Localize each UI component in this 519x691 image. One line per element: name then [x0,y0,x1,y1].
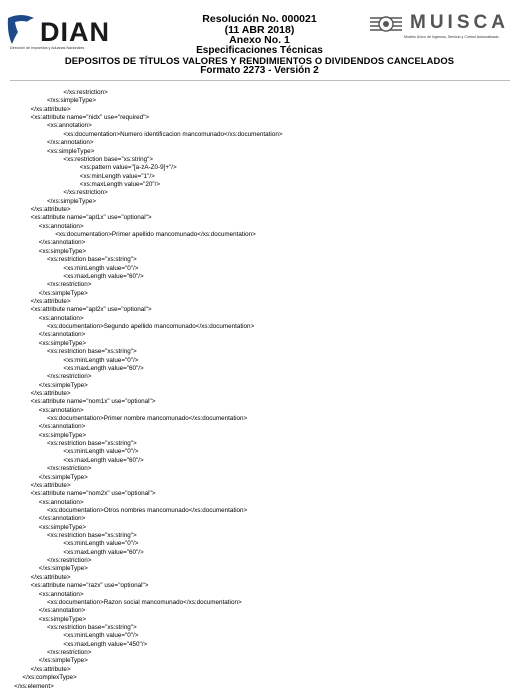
code-line: <xs:annotation> [47,122,92,130]
annex-title: Anexo No. 1 [229,34,290,46]
code-line: <xs:attribute name="apl2x" use="optional"> [30,306,152,314]
code-line: </xs:attribute> [30,665,71,673]
code-line: </xs:restriction> [47,373,92,381]
dian-logo-text: DIAN [40,17,110,47]
code-line: </xs:attribute> [30,206,71,214]
code-line: </xs:restriction> [47,465,92,473]
code-line: </xs:simpleType> [38,473,88,481]
code-line: </xs:annotation> [38,515,86,523]
code-line: <xs:simpleType> [47,147,95,155]
code-line: <xs:annotation> [38,222,84,230]
code-line: <xs:restriction base="xs:string"> [47,348,137,356]
muisca-logo-text: MUISCA [410,12,509,33]
code-line: <xs:attribute name="nidx" use="required"> [30,114,150,122]
code-line: <xs:documentation>Segundo apellido mancomunado</xs:documentation> [47,323,255,331]
specs-title: Especificaciones Técnicas [196,45,323,56]
code-line: <xs:annotation> [38,590,84,598]
code-line: <xs:restriction base="xs:string"> [63,155,154,163]
code-line: <xs:minLength value="0"/> [63,540,139,548]
code-line: <xs:minLength value="0"/> [63,264,139,272]
code-line: <xs:minLength value="0"/> [63,632,139,640]
code-line: </xs:attribute> [30,573,71,581]
code-line: <xs:restriction base="xs:string"> [47,440,137,448]
resolution-number: Resolución No. 000021 [202,13,317,25]
code-line: <xs:maxLength value="60"/> [63,456,144,464]
code-line: <xs:maxLength value="450"/> [63,640,148,648]
code-line: <xs:attribute name="nom2x" use="optional"> [30,490,156,498]
code-line: <xs:simpleType> [38,431,87,439]
code-line: <xs:documentation>Primer apellido mancomunado</xs:documentation> [55,231,256,239]
resolution-date: (11 ABR 2018) [224,24,295,36]
code-line: </xs:restriction> [63,189,108,197]
code-line: </xs:element> [14,682,54,690]
code-line: </xs:annotation> [38,423,86,431]
code-line: </xs:simpleType> [38,289,88,297]
code-line: </xs:attribute> [30,481,71,489]
code-line: </xs:complexType> [22,674,77,682]
code-line: </xs:attribute> [30,389,71,397]
code-line: </xs:restriction> [47,557,92,565]
code-line: <xs:maxLength value="60"/> [63,364,144,372]
code-line: <xs:minLength value="0"/> [63,356,139,364]
code-line: </xs:restriction> [47,649,92,657]
code-line: </xs:simpleType> [38,657,88,665]
code-line: </xs:attribute> [30,105,71,113]
code-line: </xs:attribute> [30,297,71,305]
code-line: <xs:attribute name="apl1x" use="optional"> [30,214,152,222]
code-line: <xs:maxLength value="60"/> [63,272,144,280]
code-line: <xs:documentation>Numero identificacion mancomunado</xs:documentation> [63,130,283,138]
code-line: </xs:simpleType> [38,565,88,573]
code-line: </xs:annotation> [47,139,94,147]
code-line: <xs:annotation> [38,406,84,414]
code-line: </xs:annotation> [38,607,86,615]
document-subject: DEPOSITOS DE TÍTULOS VALORES Y RENDIMIENTOS O DIVIDENDOS CANCELADOS [64,55,455,66]
code-line: </xs:simpleType> [47,97,96,105]
code-line: </xs:restriction> [47,281,92,289]
code-line: <xs:simpleType> [38,339,87,347]
code-line: <xs:simpleType> [38,615,87,623]
code-line: <xs:restriction base="xs:string"> [47,256,137,264]
code-line: </xs:restriction> [63,89,108,96]
xml-schema-code [0,89,519,691]
muisca-logo-tagline: Modelo Único de Ingresos, Servicio y Control Automatizado [404,35,499,39]
code-line: </xs:annotation> [38,239,86,247]
format-version: Formato 2273 - Versión 2 [200,65,319,76]
code-line: <xs:simpleType> [38,523,87,531]
code-line: <xs:annotation> [38,314,84,322]
header-divider [10,80,510,81]
code-line: <xs:maxLength value="60"/> [63,548,144,556]
code-line: <xs:documentation>Primer nombre mancomunado</xs:documentation> [47,415,248,423]
code-line: <xs:attribute name="nom1x" use="optional"> [30,398,156,406]
code-line: <xs:pattern value="[a-zA-Z0-9]+"/> [79,164,177,172]
dian-logo-tagline: Dirección de Impuestos y Aduanas Nacionales [10,46,85,50]
code-line: <xs:attribute name="razx" use="optional"> [30,582,149,590]
code-line: <xs:annotation> [38,498,84,506]
code-line: <xs:maxLength value="20"/> [79,180,161,188]
code-line: <xs:restriction base="xs:string"> [47,624,137,631]
code-line: <xs:documentation>Otros nombres mancomunado</xs:documentation> [47,506,248,514]
code-line: </xs:simpleType> [47,197,96,205]
code-line: </xs:annotation> [38,331,86,339]
document-header [0,0,519,80]
code-line: <xs:minLength value="0"/> [63,448,139,456]
code-line: <xs:documentation>Razon social mancomunado</xs:documentation> [47,598,242,606]
code-line: <xs:restriction base="xs:string"> [47,532,137,540]
code-line: <xs:simpleType> [38,247,87,255]
code-line: </xs:simpleType> [38,381,88,389]
code-line: <xs:minLength value="1"/> [79,172,155,180]
